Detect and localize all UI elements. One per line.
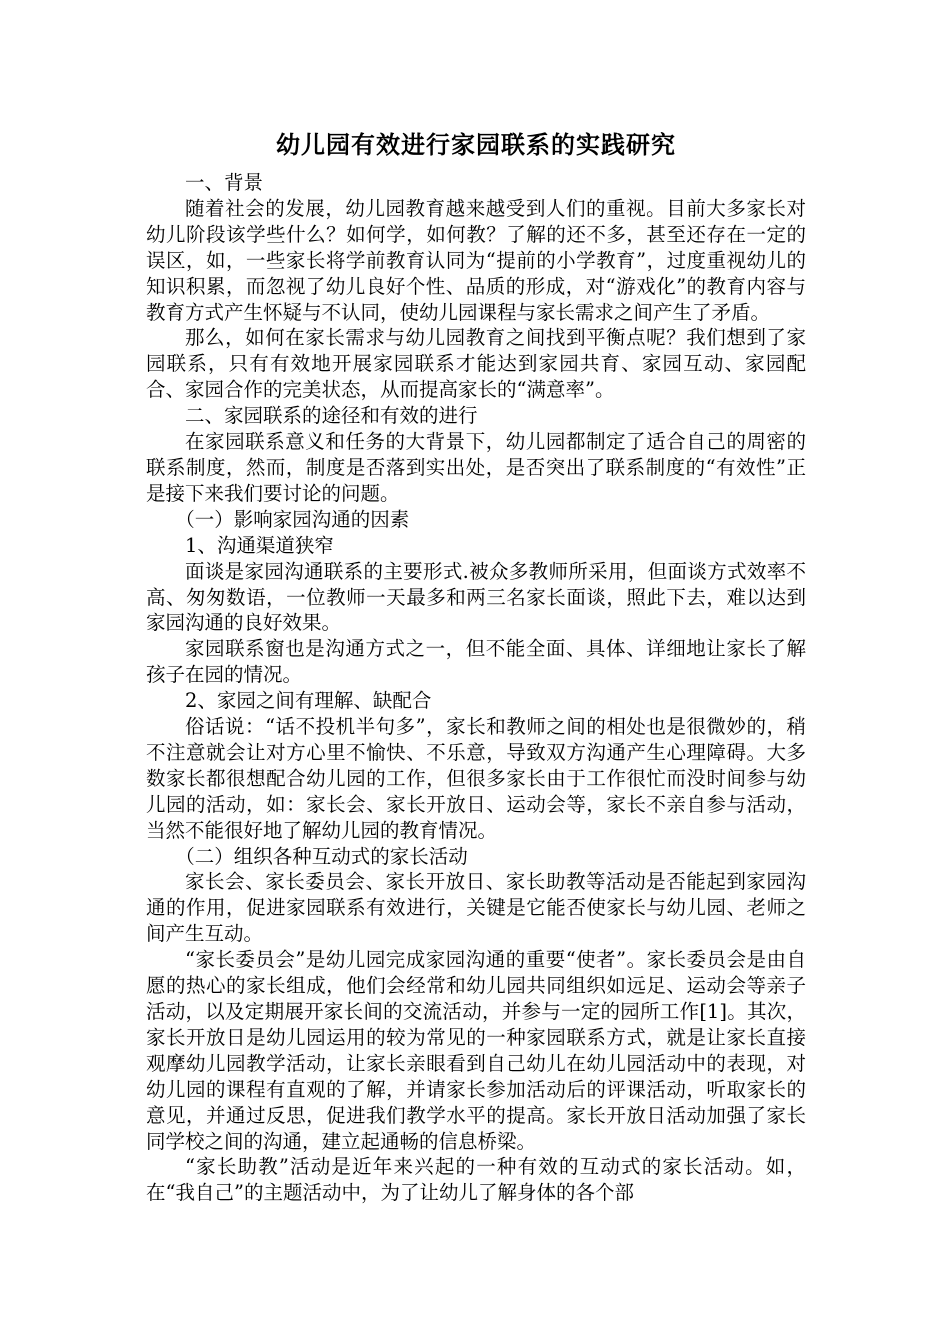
body-paragraph: 面谈是家园沟通联系的主要形式.被众多教师所采用，但面谈方式效率不高、匆匆数语，一位教师一天最多和两三名家长面谈，照此下去，难以达到家园沟通的良好效果。 (146, 559, 806, 635)
document-title: 幼儿园有效进行家园联系的实践研究 (276, 130, 676, 159)
section-heading: 2、家园之间有理解、缺配合 (185, 689, 432, 713)
body-paragraph: “家长委员会”是幼儿园完成家园沟通的重要“使者”。家长委员会是由自愿的热心的家长组成，他们会经常和幼儿园共同组织如远足、运动会等亲子活动，以及定期展开家长间的交流活动，并参与一定的园所工作[1]。其次，家长开放日是幼儿园运用的较为常见的一种家园联系方式，就是让家长直接观摩幼儿园教学活动，让家长亲眼看到自己幼儿在幼儿园活动中的表现，对幼儿园的课程有直观的了解，并请家长参加活动后的评课活动，听取家长的意见，并通过反思，促进我们教学水平的提高。家长开放日活动加强了家长同学校之间的沟通，建立起通畅的信息桥梁。 (146, 948, 806, 1153)
body-paragraph: 家园联系窗也是沟通方式之一，但不能全面、具体、详细地让家长了解孩子在园的情况。 (146, 637, 806, 687)
document-page (146, 128, 806, 1206)
body-paragraph: 在家园联系意义和任务的大背景下，幼儿园都制定了适合自己的周密的联系制度，然而，制度是否落到实出处，是否突出了联系制度的“有效性”正是接下来我们要讨论的问题。 (146, 430, 806, 505)
subsection-heading: （二）组织各种互动式的家长活动 (175, 844, 468, 868)
body-paragraph: 家长会、家长委员会、家长开放日、家长助教等活动是否能起到家园沟通的作用，促进家园联系有效进行，关键是它能否使家长与幼儿园、老师之间产生互动。 (146, 870, 806, 946)
subsection-heading: （一）影响家园沟通的因素 (175, 507, 410, 531)
document-body (146, 170, 806, 1206)
section-heading: 1、沟通渠道狭窄 (185, 533, 334, 557)
body-paragraph: 那么，如何在家长需求与幼儿园教育之间找到平衡点呢？我们想到了家园联系，只有有效地开展家园联系才能达到家园共育、家园互动、家园配合、家园合作的完美状态，从而提高家长的“满意率”。 (146, 326, 806, 402)
body-paragraph: 俗话说：“话不投机半句多”，家长和教师之间的相处也是很微妙的，稍不注意就会让对方心里不愉快、不乐意，导致双方沟通产生心理障碍。大多数家长都很想配合幼儿园的工作，但很多家长由于工作很忙而没时间参与幼儿园的活动，如：家长会、家长开放日、运动会等，家长不亲自参与活动，当然不能很好地了解幼儿园的教育情况。 (146, 715, 806, 842)
body-paragraph: 随着社会的发展，幼儿园教育越来越受到人们的重视。目前大多家长对幼儿阶段该学些什么？如何学，如何教？了解的还不多，甚至还存在一定的误区，如，一些家长将学前教育认同为“提前的小学教育”，过度重视幼儿的知识积累，而忽视了幼儿良好个性、品质的形成，对“游戏化”的教育内容与教育方式产生怀疑与不认同，使幼儿园课程与家长需求之间产生了矛盾。 (146, 196, 806, 324)
section-heading: 二、家园联系的途径和有效的进行 (185, 404, 478, 428)
section-heading: 一、背景 (185, 171, 264, 194)
body-paragraph: “家长助教”活动是近年来兴起的一种有效的互动式的家长活动。如，在“我自己”的主题活动中，为了让幼儿了解身体的各个部 (146, 1155, 806, 1205)
